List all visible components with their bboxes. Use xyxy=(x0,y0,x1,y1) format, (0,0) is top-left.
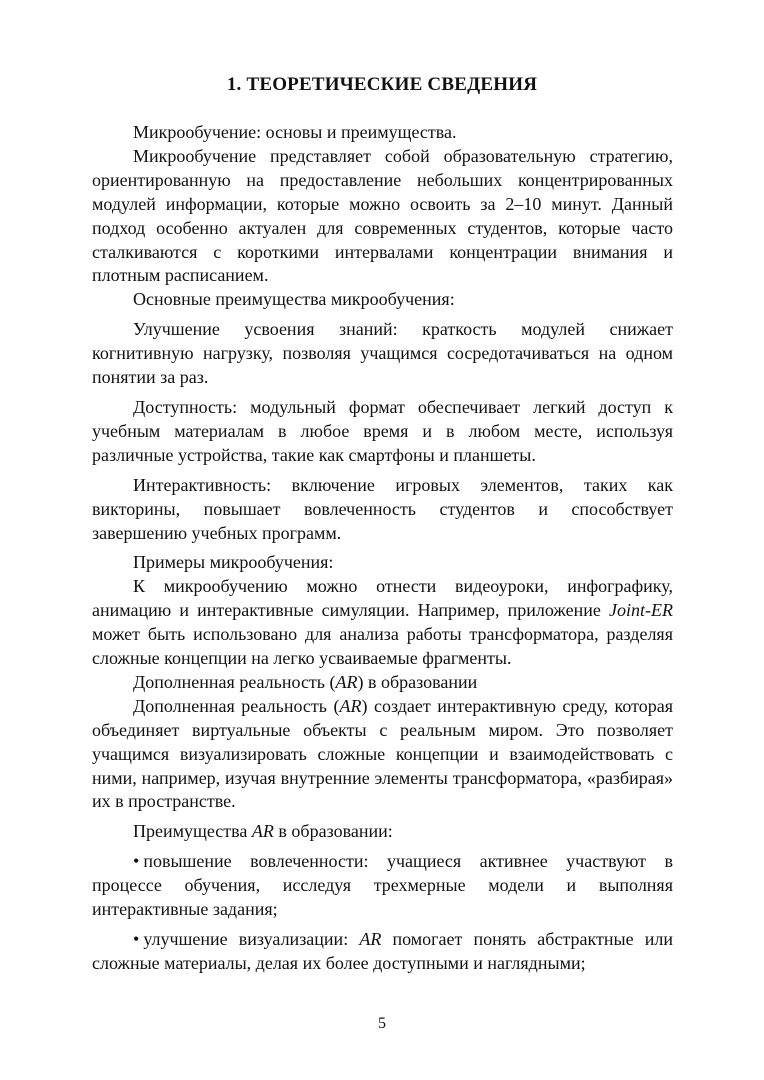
paragraph-ar-description xyxy=(92,695,673,815)
paragraph-advantages-heading: Основные преимущества микрообучения: xyxy=(133,289,455,310)
paragraph-knowledge-retention: Улучшение усвоения знаний: краткость модулей снижает когнитивную нагрузку, позволяя учащимся сосредотачиваться на одном понятии за раз. xyxy=(92,319,673,388)
paragraph-ar-heading-part-1: Дополненная реальность ( xyxy=(133,671,336,692)
bullet-item-visualization-part-2: помогает понять абстрактные или сложные материалы, делая их более доступными и наглядными; xyxy=(92,929,673,973)
bullet-item-visualization xyxy=(92,928,673,976)
bullet-item-visualization-part-1: улучшение визуализации: xyxy=(143,929,360,949)
bullet-icon: • xyxy=(133,929,140,949)
paragraph-microlearning-heading: Микрообучение: основы и преимущества. xyxy=(133,122,457,142)
paragraph-ar-advantages-part-1: Преимущества xyxy=(133,821,252,842)
paragraph-microlearning-definition: Микрообучение представляет собой образовательную стратегию, ориентированную на предоставление небольших концентрированных модулей информации, которые можно освоить за 2–10 минут. Данный подход особенно актуален для современных студентов, которые часто сталкиваются с короткими интервалами концентрации внимания и плотным расписанием. xyxy=(92,145,673,286)
paragraph-ar-heading xyxy=(92,671,673,695)
paragraph-examples-part-1: К микрообучению можно отнести видеоуроки, инфографику, анимацию и интерактивные симуляции. Например, приложение xyxy=(92,576,673,621)
body-text xyxy=(92,121,673,976)
paragraph-examples-app-name: Joint-ER xyxy=(609,600,673,621)
paragraph-examples-heading: Примеры микрообучения: xyxy=(133,552,334,573)
paragraph-accessibility: Доступность: модульный формат обеспечивает легкий доступ к учебным материалам в любое время и в любом месте, используя различные устройства, такие как смартфоны и планшеты. xyxy=(92,396,673,465)
paragraph-examples-part-2: может быть использовано для анализа работы трансформатора, разделяя сложные концепции на легко усваиваемые фрагменты. xyxy=(92,624,673,669)
paragraph-ar-description-part-2: ) создает интерактивную среду, которая объединяет виртуальные объекты с реальным миром. Это позволяет учащимся визуализировать сложные концепции и взаимодействовать с ними, например, изучая внутренние элементы трансформатора, «разбирая» их в пространстве. xyxy=(92,695,673,812)
paragraph-ar-advantages-heading xyxy=(92,820,673,844)
paragraph-ar-description-abbr: AR xyxy=(339,695,362,716)
paragraph-ar-advantages-part-2: в образовании: xyxy=(273,821,393,842)
page-number: 5 xyxy=(378,1015,386,1032)
paragraph-ar-heading-part-2: ) в образовании xyxy=(357,671,478,692)
bullet-item-engagement xyxy=(92,850,673,922)
paragraph-ar-advantages-abbr: AR xyxy=(251,821,274,842)
paragraph-interactivity: Интерактивность: включение игровых элементов, таких как викторины, повышает вовлеченность студентов и способствует завершению учебных программ. xyxy=(92,474,673,543)
bullet-item-visualization-abbr: AR xyxy=(359,929,382,949)
paragraph-ar-heading-abbr: AR xyxy=(335,671,358,692)
bullet-icon: • xyxy=(133,851,140,872)
page-title: 1. ТЕОРЕТИЧЕСКИЕ СВЕДЕНИЯ xyxy=(226,74,538,95)
bullet-item-engagement-text: повышение вовлеченности: учащиеся активнее участвуют в процессе обучения, исследуя трехмерные модели и выполняя интерактивные задания; xyxy=(92,851,673,920)
paragraph-examples xyxy=(92,575,673,671)
paragraph-ar-description-part-1: Дополненная реальность ( xyxy=(133,695,340,716)
